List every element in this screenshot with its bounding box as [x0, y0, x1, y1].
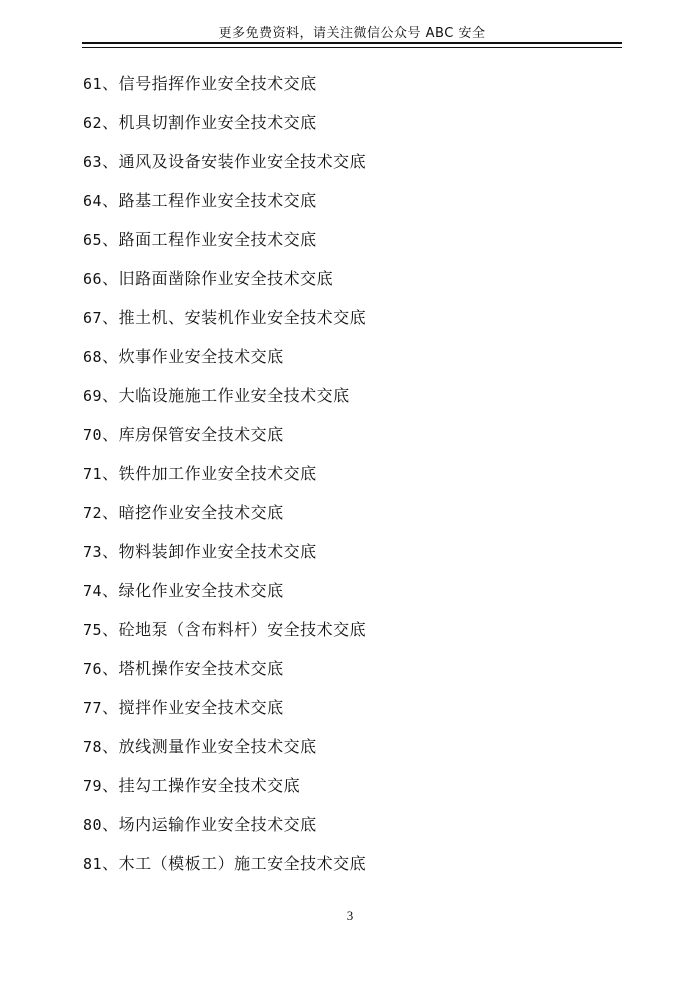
toc-item: [83, 307, 366, 346]
toc-item-title: 信号指挥作业安全技术交底: [118, 74, 317, 93]
toc-item: [83, 112, 366, 151]
page-header: 更多免费资料，请关注微信公众号 ABC 安全: [218, 26, 486, 41]
toc-item-title: 塔机操作安全技术交底: [118, 659, 284, 678]
toc-item: [83, 424, 366, 463]
toc-item-number: 62: [83, 114, 103, 132]
toc-item-separator: 、: [102, 308, 119, 327]
toc-item: [83, 346, 366, 385]
toc-item-title: 暗挖作业安全技术交底: [118, 503, 284, 522]
toc-item-title: 大临设施施工作业安全技术交底: [118, 386, 350, 405]
toc-item: [83, 697, 366, 736]
toc-item-number: 74: [83, 582, 103, 600]
toc-item-separator: 、: [102, 386, 119, 405]
toc-item-number: 72: [83, 504, 103, 522]
toc-item: [83, 268, 366, 307]
toc-item: [83, 73, 366, 112]
toc-item-title: 砼地泵（含布料杆）安全技术交底: [118, 620, 367, 639]
toc-item-separator: 、: [102, 737, 119, 756]
toc-item-title: 通风及设备安装作业安全技术交底: [118, 152, 367, 171]
toc-item-number: 75: [83, 621, 103, 639]
toc-item-title: 放线测量作业安全技术交底: [118, 737, 317, 756]
toc-item: [83, 463, 366, 502]
toc-item-number: 76: [83, 660, 103, 678]
toc-item-separator: 、: [102, 191, 119, 210]
toc-item-separator: 、: [102, 698, 119, 717]
page-number: 3: [346, 908, 354, 923]
toc-item-separator: 、: [102, 854, 119, 873]
toc-item-number: 68: [83, 348, 103, 366]
toc-item-title: 路面工程作业安全技术交底: [118, 230, 317, 249]
toc-item-number: 67: [83, 309, 103, 327]
toc-item-separator: 、: [102, 542, 119, 561]
toc-item-separator: 、: [102, 425, 119, 444]
toc-item-title: 机具切割作业安全技术交底: [118, 113, 317, 132]
toc-item: [83, 541, 366, 580]
toc-item: [83, 619, 366, 658]
toc-item-title: 旧路面凿除作业安全技术交底: [118, 269, 334, 288]
toc-item-separator: 、: [102, 659, 119, 678]
toc-item-number: 61: [83, 75, 103, 93]
toc-item-number: 64: [83, 192, 103, 210]
toc-item-number: 80: [83, 816, 103, 834]
toc-item-number: 73: [83, 543, 103, 561]
toc-item: [83, 658, 366, 697]
toc-item: [83, 229, 366, 268]
toc-item-number: 78: [83, 738, 103, 756]
toc-item-title: 场内运输作业安全技术交底: [118, 815, 317, 834]
toc-item: [83, 853, 366, 892]
toc-item-separator: 、: [102, 581, 119, 600]
toc-item-title: 库房保管安全技术交底: [118, 425, 284, 444]
toc-item-separator: 、: [102, 776, 119, 795]
toc-item-separator: 、: [102, 503, 119, 522]
toc-item-separator: 、: [102, 464, 119, 483]
toc-item-title: 绿化作业安全技术交底: [118, 581, 284, 600]
toc-item-number: 79: [83, 777, 103, 795]
header-rule-thick: [82, 42, 622, 44]
toc-item: [83, 502, 366, 541]
toc-item-number: 65: [83, 231, 103, 249]
toc-item-number: 71: [83, 465, 103, 483]
toc-item-title: 铁件加工作业安全技术交底: [118, 464, 317, 483]
toc-item: [83, 736, 366, 775]
toc-item-separator: 、: [102, 620, 119, 639]
toc-item: [83, 580, 366, 619]
toc-item-title: 炊事作业安全技术交底: [118, 347, 284, 366]
toc-item-separator: 、: [102, 152, 119, 171]
toc-item-title: 木工（模板工）施工安全技术交底: [118, 854, 367, 873]
toc-item-separator: 、: [102, 113, 119, 132]
toc-item: [83, 814, 366, 853]
toc-item-number: 69: [83, 387, 103, 405]
toc-item-separator: 、: [102, 74, 119, 93]
toc-item: [83, 385, 366, 424]
toc-item-number: 63: [83, 153, 103, 171]
toc-item: [83, 151, 366, 190]
toc-item-separator: 、: [102, 269, 119, 288]
toc-item: [83, 190, 366, 229]
toc-item-title: 搅拌作业安全技术交底: [118, 698, 284, 717]
toc-item-title: 挂勾工操作安全技术交底: [118, 776, 301, 795]
toc-item: [83, 775, 366, 814]
header-rule-thin: [82, 47, 622, 48]
toc-item-number: 77: [83, 699, 103, 717]
toc-item-separator: 、: [102, 347, 119, 366]
toc-item-number: 66: [83, 270, 103, 288]
toc-list: [83, 73, 366, 892]
toc-item-separator: 、: [102, 230, 119, 249]
toc-item-number: 70: [83, 426, 103, 444]
toc-item-title: 路基工程作业安全技术交底: [118, 191, 317, 210]
toc-item-title: 推土机、安装机作业安全技术交底: [118, 308, 367, 327]
toc-item-separator: 、: [102, 815, 119, 834]
toc-item-title: 物料装卸作业安全技术交底: [118, 542, 317, 561]
toc-item-number: 81: [83, 855, 103, 873]
